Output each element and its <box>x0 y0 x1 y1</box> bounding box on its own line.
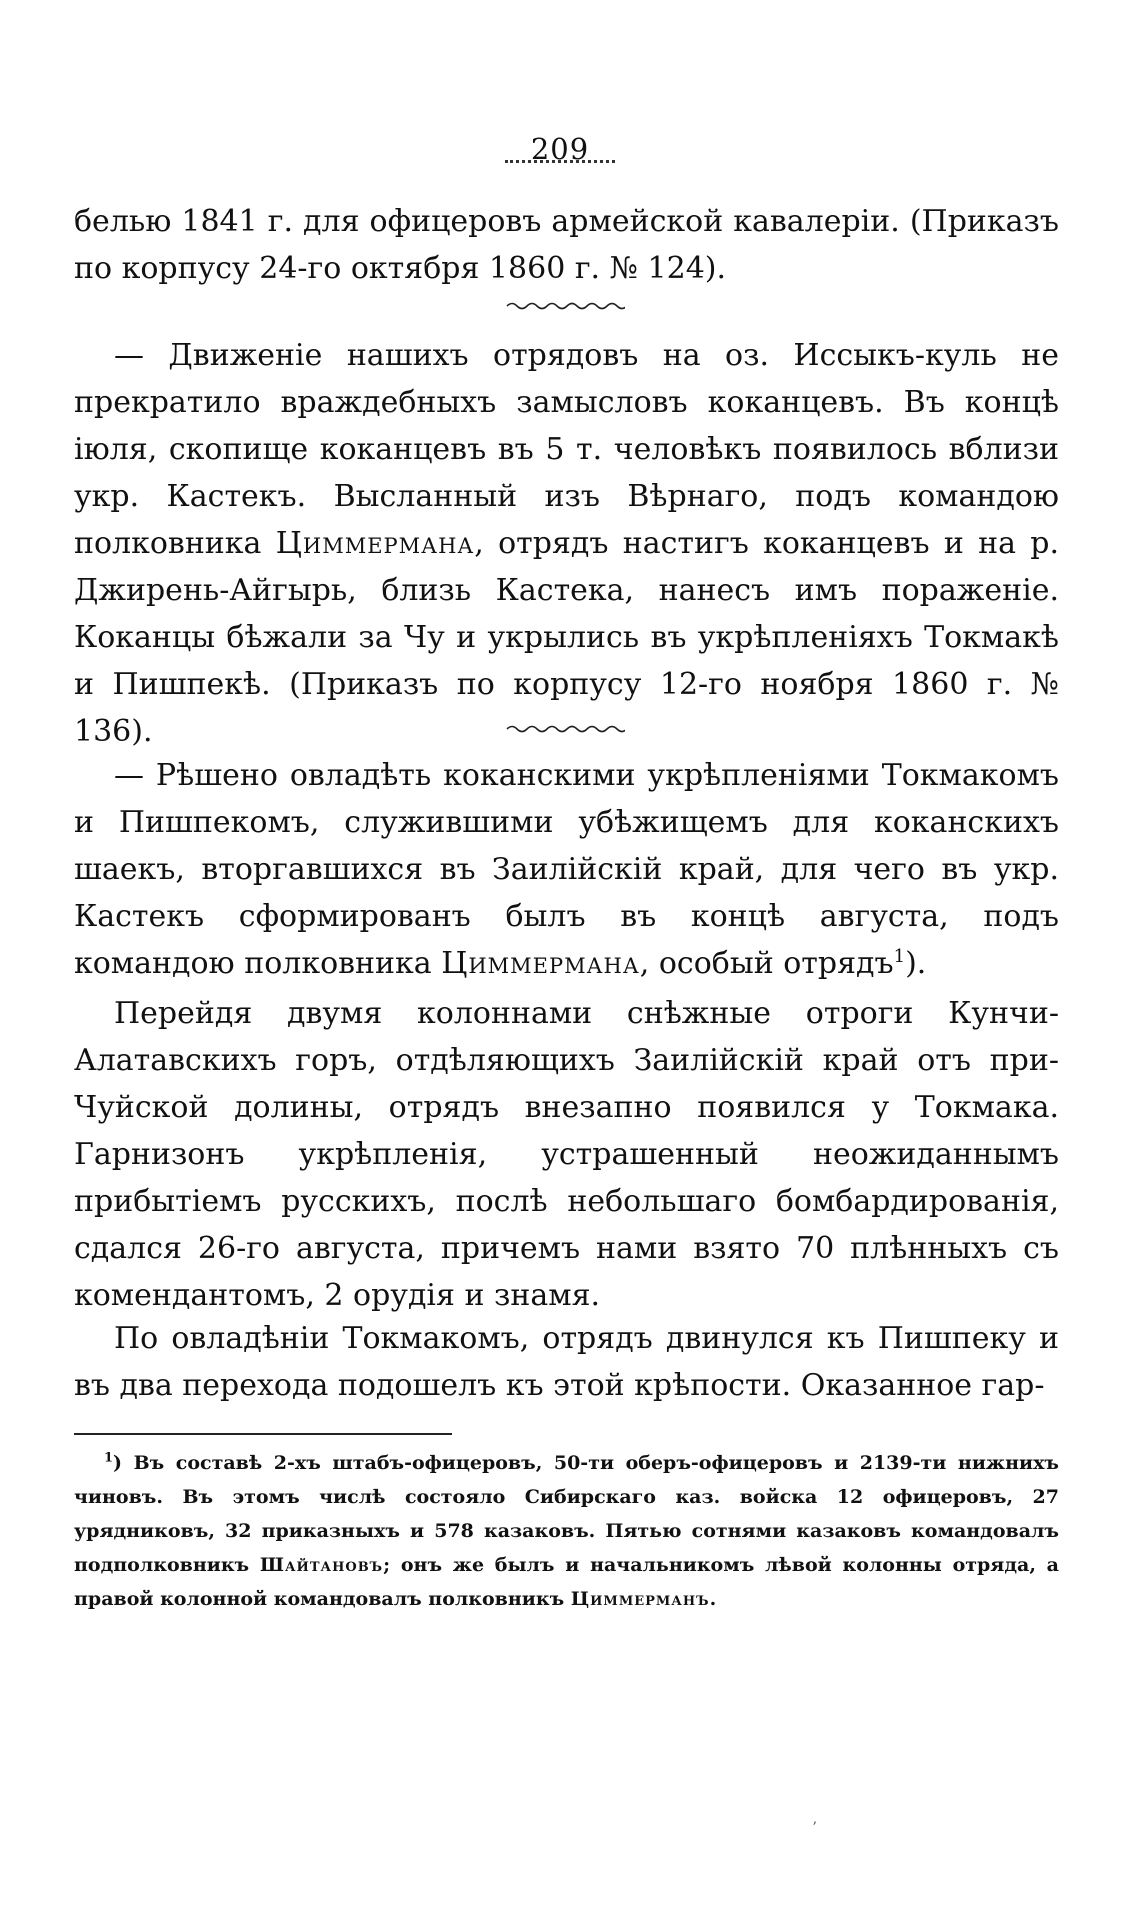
paragraph-text: ). <box>905 946 927 981</box>
paragraph-text: , особый отрядъ <box>639 946 894 981</box>
paragraph-text: — Рѣшено овладѣть коканскими укрѣпленіями Токмакомъ и Пишпекомъ, служившими убѣжищемъ для коканскихъ шаекъ, вторгавшихся въ Заилійскій край, для чего въ укр. Кастекъ сформированъ былъ въ концѣ августа, подъ командою полковника <box>74 758 1059 981</box>
paragraph-issyk-kul <box>74 332 1059 755</box>
footnote-text: ; онъ же былъ и начальникомъ лѣвой колонны отряда, а правой колонной командовалъ полковникъ <box>74 1554 1059 1610</box>
paragraph-tokmak-capture: Перейдя двумя колоннами снѣжные отроги Кунчи-Алатавскихъ горъ, отдѣляющихъ Заилійскій край отъ при-Чуйской долины, отрядъ внезапно появился у Токмака. Гарнизонъ укрѣпленія, устрашенный неожиданнымъ прибытіемъ русскихъ, послѣ небольшаго бомбардированія, сдался 26-го августа, причемъ нами взято 70 плѣнныхъ съ комендантомъ, 2 орудія и знамя. <box>74 996 1059 1313</box>
footnote <box>74 1446 1059 1616</box>
paragraph-text: — Движеніе нашихъ отрядовъ на оз. Иссыкъ-куль не прекратило враждебныхъ замысловъ коканцевъ. Въ концѣ іюля, скопище коканцевъ въ 5 т. человѣкъ появилось вблизи укр. Кастекъ. Высланный изъ Вѣрнаго, подъ командою полковника <box>74 338 1059 561</box>
footnote-rule <box>74 1433 452 1435</box>
page-number: 209 <box>530 132 590 166</box>
paragraph-pishpek-approach: По овладѣніи Токмакомъ, отрядъ двинулся къ Пишпеку и въ два перехода подошелъ къ этой крѣпости. Оказанное гар- <box>74 1321 1059 1403</box>
paragraph-text: , отрядъ настигъ коканцевъ и на р. Джирень-Айгырь, близь Кастека, нанесъ имъ пораженіе. Коканцы бѣжали за Чу и укрылись въ укрѣпленіяхъ Токмакѣ и Пишпекѣ. (Приказъ по корпусу 12-го ноября 1860 г. № 136). <box>74 526 1059 749</box>
section-divider-ornament <box>505 723 625 735</box>
page-number-underline <box>505 160 615 163</box>
person-name: Циммермана <box>275 526 475 561</box>
footnote-reference: 1 <box>893 946 906 967</box>
footnote-text: . <box>709 1588 717 1610</box>
footnote-marker: 1 <box>104 1450 114 1466</box>
person-name: Шайтановъ <box>259 1554 384 1576</box>
paragraph-continuation: белью 1841 г. для офицеровъ армейской кавалеріи. (Приказъ по корпусу 24-го октября 1860 г. № 124). <box>74 204 1059 286</box>
section-divider-ornament <box>505 300 625 312</box>
person-name: Циммермана <box>441 946 640 981</box>
paragraph-tokmak-pishpek <box>74 752 1059 987</box>
print-speck: ʼ <box>812 1820 817 1836</box>
person-name: Циммерманъ <box>570 1588 710 1610</box>
footnote-text: ) Въ составѣ 2-хъ штабъ-офицеровъ, 50-ти оберъ-офицеровъ и 2139-ти нижнихъ чиновъ. Въ этомъ числѣ состояло Сибирскаго каз. войска 12 офицеровъ, 27 урядниковъ, 32 приказныхъ и 578 казаковъ. Пятью сотнями казаковъ командовалъ подполковникъ <box>74 1452 1059 1576</box>
